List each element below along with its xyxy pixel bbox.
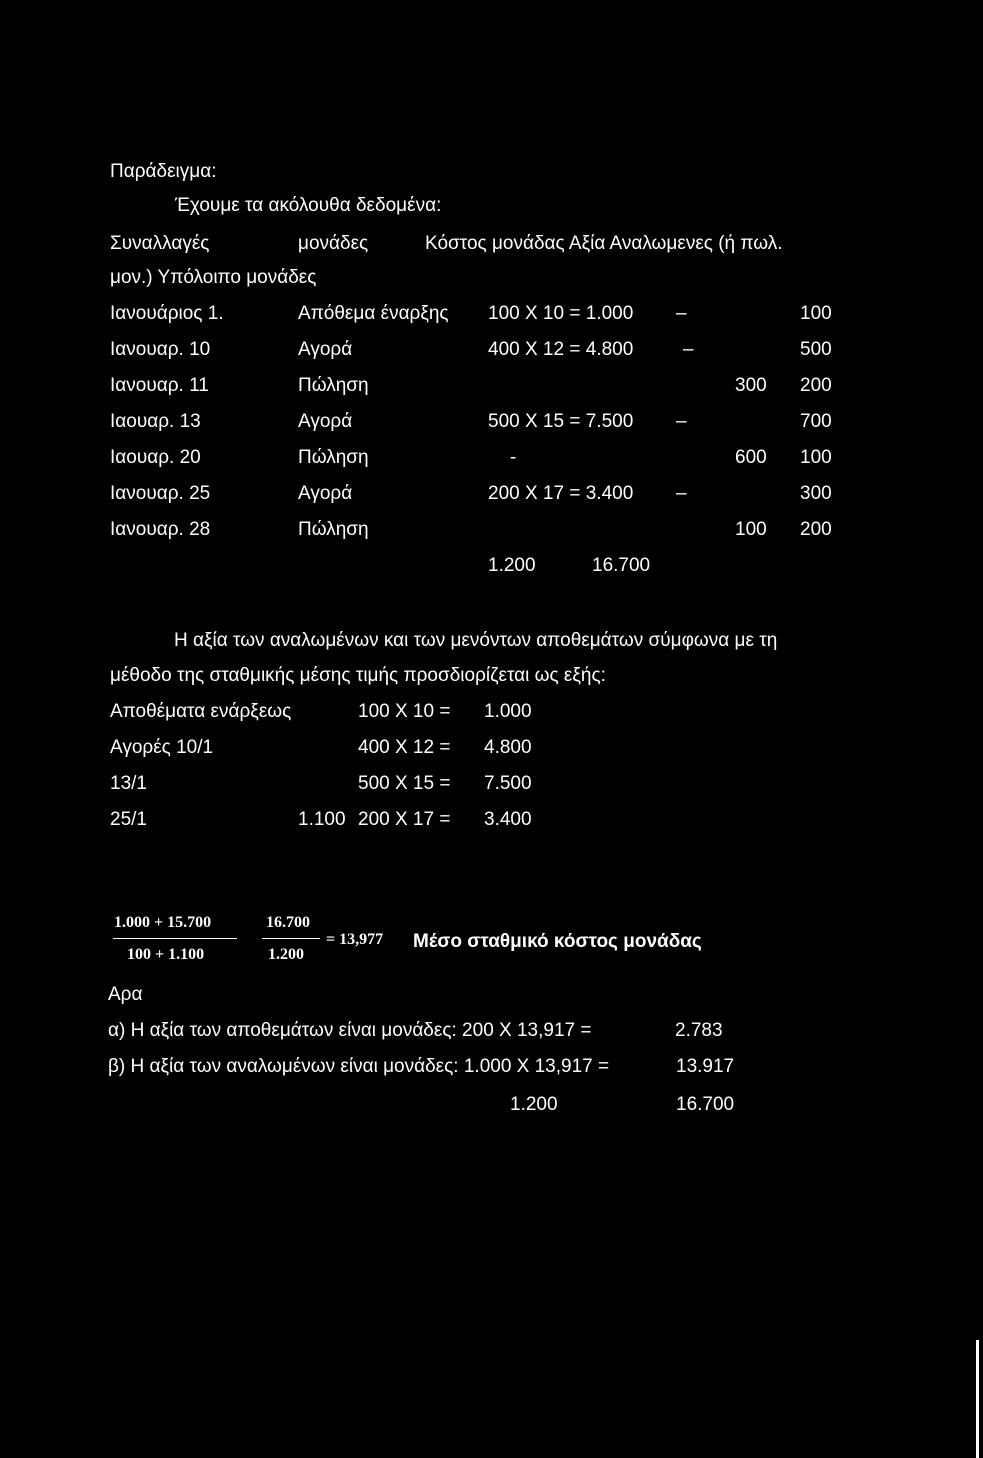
calc-formula: 100 X 10 = bbox=[358, 701, 451, 722]
row-date: Ιανουαρ. 28 bbox=[110, 519, 211, 540]
calc-result: 4.800 bbox=[484, 737, 532, 758]
calc-label: Αγορές 10/1 bbox=[110, 737, 214, 758]
row-dash: – bbox=[683, 339, 694, 360]
conclusion-total-units: 1.200 bbox=[510, 1094, 558, 1115]
row-dash: – bbox=[676, 303, 687, 324]
row-balance: 100 bbox=[800, 447, 832, 468]
row-sold: 300 bbox=[735, 375, 767, 396]
row-date: Ιαουαρ. 20 bbox=[110, 447, 201, 468]
row-type: Αγορά bbox=[298, 339, 353, 360]
header-transactions: Συναλλαγές bbox=[110, 233, 210, 254]
row-date: Ιαουαρ. 13 bbox=[110, 411, 201, 432]
row-dash: – bbox=[676, 411, 687, 432]
row-type: Απόθεμα έναρξης bbox=[298, 303, 449, 324]
fraction-numerator-1: 1.000 + 15.700 bbox=[114, 914, 212, 931]
calc-formula: 200 X 17 = bbox=[358, 809, 451, 830]
calc-label: 25/1 bbox=[110, 809, 147, 830]
row-balance: 100 bbox=[800, 303, 832, 324]
row-date: Ιανουαρ. 25 bbox=[110, 483, 211, 504]
explanation-line1: Η αξία των αναλωμένων και των μενόντων αποθεμάτων σύμφωνα με τη bbox=[174, 630, 778, 651]
row-calc: 100 X 10 = 1.000 bbox=[488, 303, 634, 324]
fraction-denominator-2: 1.200 bbox=[268, 946, 304, 963]
row-type: Πώληση bbox=[298, 519, 369, 540]
row-dash: – bbox=[676, 483, 687, 504]
row-type: Αγορά bbox=[298, 411, 353, 432]
row-type: Αγορά bbox=[298, 483, 353, 504]
calc-sum: 1.100 bbox=[298, 809, 346, 830]
total-units: 1.200 bbox=[488, 555, 536, 576]
row-calc: 200 X 17 = 3.400 bbox=[488, 483, 634, 504]
scan-edge-line bbox=[976, 1340, 979, 1458]
conclusion-total-value: 16.700 bbox=[676, 1094, 735, 1115]
calc-result: 3.400 bbox=[484, 809, 532, 830]
calc-label: Αποθέματα ενάρξεως bbox=[110, 701, 292, 722]
given-data-text: Έχουμε τα ακόλουθα δεδομένα: bbox=[175, 195, 442, 216]
header-continuation: μον.) Υπόλοιπο μονάδες bbox=[110, 267, 317, 288]
fraction-denominator-1: 100 + 1.100 bbox=[127, 946, 205, 963]
conclusion-b-text: β) Η αξία των αναλωμένων είναι μονάδες: 1.000 X 13,917 = bbox=[108, 1056, 610, 1077]
explanation-line2: μέθοδο της σταθμικής μέσης τιμής προσδιορίζεται ως εξής: bbox=[110, 665, 606, 686]
row-balance: 300 bbox=[800, 483, 832, 504]
header-cost-value: Κόστος μονάδας Αξία Αναλωμενες (ή πωλ. bbox=[425, 233, 783, 254]
fraction-bar-2 bbox=[262, 938, 320, 939]
calc-result: 7.500 bbox=[484, 773, 532, 794]
row-date: Ιανουάριος 1. bbox=[110, 303, 224, 324]
header-units: μονάδες bbox=[298, 233, 369, 254]
row-balance: 700 bbox=[800, 411, 832, 432]
calc-formula: 500 X 15 = bbox=[358, 773, 451, 794]
row-type: Πώληση bbox=[298, 375, 369, 396]
row-sold: 600 bbox=[735, 447, 767, 468]
fraction-numerator-2: 16.700 bbox=[266, 914, 310, 931]
row-balance: 200 bbox=[800, 519, 832, 540]
row-balance: 200 bbox=[800, 375, 832, 396]
row-date: Ιανουαρ. 11 bbox=[110, 375, 209, 396]
conclusion-a-text: α) Η αξία των αποθεμάτων είναι μονάδες: 200 X 13,917 = bbox=[108, 1020, 592, 1041]
average-cost-label: Μέσο σταθμικό κόστος μονάδας bbox=[413, 931, 702, 952]
calc-result: 1.000 bbox=[484, 701, 532, 722]
conclusion-b-value: 13.917 bbox=[676, 1056, 735, 1077]
row-balance: 500 bbox=[800, 339, 832, 360]
fraction-result: = 13,977 bbox=[326, 931, 384, 948]
row-calc: 500 X 15 = 7.500 bbox=[488, 411, 634, 432]
calc-label: 13/1 bbox=[110, 773, 147, 794]
conclusion-a-value: 2.783 bbox=[675, 1020, 723, 1041]
total-value: 16.700 bbox=[592, 555, 651, 576]
row-type: Πώληση bbox=[298, 447, 369, 468]
example-heading: Παράδειγμα: bbox=[110, 161, 217, 182]
row-date: Ιανουαρ. 10 bbox=[110, 339, 211, 360]
row-calc: - bbox=[510, 447, 517, 468]
ara-label: Αρα bbox=[108, 984, 143, 1005]
row-calc: 400 X 12 = 4.800 bbox=[488, 339, 634, 360]
calc-formula: 400 X 12 = bbox=[358, 737, 451, 758]
fraction-bar-1 bbox=[113, 938, 237, 939]
row-sold: 100 bbox=[735, 519, 767, 540]
